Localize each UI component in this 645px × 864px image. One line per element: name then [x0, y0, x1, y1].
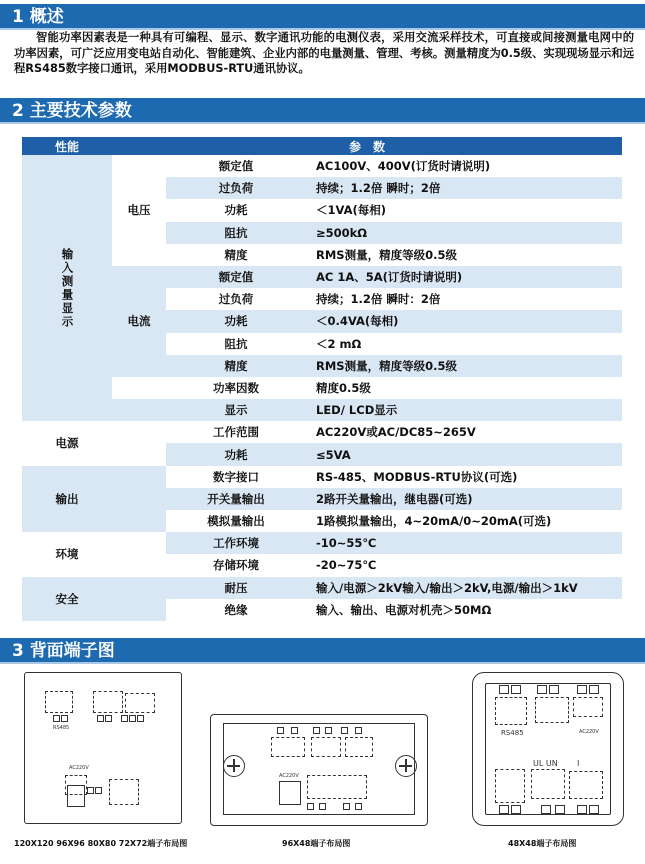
- power-label: AC220V: [279, 773, 299, 779]
- row-value: RMS测量，精度等级0.5级: [306, 355, 622, 377]
- power-terminal-block: [279, 781, 301, 805]
- row-value: ＜1VA(每相): [306, 199, 622, 221]
- current-label: I: [577, 759, 580, 768]
- blank-cell: [112, 466, 166, 533]
- terminal-13: [499, 805, 509, 814]
- terminal-12: [511, 805, 521, 814]
- caption-48x48: 48X48端子布局图: [508, 839, 577, 848]
- terminal-3: [541, 805, 551, 814]
- row-name: 工作环境: [166, 532, 306, 554]
- row-name: 额定值: [166, 155, 306, 177]
- terminal-block: [531, 769, 565, 799]
- row-value: AC220V或AC/DC85~265V: [306, 421, 622, 443]
- power-label: AC220V: [69, 765, 89, 771]
- row-value: AC100V、400V(订货时请说明): [306, 155, 622, 177]
- header-params: 参 数: [112, 137, 622, 155]
- row-name: 过负荷: [166, 288, 306, 310]
- group-environment: 环境: [22, 532, 112, 576]
- terminal: [97, 715, 104, 722]
- row-value: 持续；1.2倍 瞬时：2倍: [306, 288, 622, 310]
- mounting-screw-right: [395, 755, 417, 777]
- terminal: [105, 715, 112, 722]
- row-value: 1路模拟量输出，4~20mA/0~20mA(可选): [306, 510, 622, 532]
- row-value: 2路开关量输出，继电器(可选): [306, 488, 622, 510]
- spec-table: [22, 137, 622, 621]
- caption-96x48: 96X48端子布局图: [282, 839, 351, 848]
- terminal: [343, 803, 350, 810]
- terminal: [341, 727, 348, 734]
- row-name: 过负荷: [166, 177, 306, 199]
- row-value: RMS测量，精度等级0.5级: [306, 244, 622, 266]
- group-input-measure-display: 输入测量显示: [22, 155, 112, 421]
- row-value: LED/ LCD显示: [306, 399, 622, 421]
- blank-cell: [112, 532, 166, 576]
- group-power: 电源: [22, 421, 112, 465]
- terminal-1: [577, 685, 587, 694]
- row-name: 耐压: [166, 577, 306, 599]
- row-name: 开关量输出: [166, 488, 306, 510]
- terminal-block: [495, 697, 527, 725]
- terminal-block: [569, 771, 603, 799]
- row-value: 输入、输出、电源对机壳＞50MΩ: [306, 599, 622, 621]
- terminal-block: [125, 693, 155, 713]
- terminal: [277, 727, 284, 734]
- terminal-14: [499, 685, 509, 694]
- header-performance: 性能: [22, 137, 112, 155]
- row-name: 工作范围: [166, 421, 306, 443]
- row-value: ≥500kΩ: [306, 222, 622, 244]
- row-name: 精度: [166, 244, 306, 266]
- terminal-block: [45, 691, 73, 713]
- terminal-4: [555, 805, 565, 814]
- terminal-diagram-square: [24, 672, 182, 824]
- rs485-label: RS485: [53, 725, 70, 731]
- row-value: ＜0.4VA(每相): [306, 310, 622, 332]
- terminal: [53, 715, 60, 722]
- terminal: [291, 727, 298, 734]
- blank-cell: [112, 421, 166, 465]
- blank-cell: [112, 577, 166, 621]
- row-value: 持续；1.2倍 瞬时；2倍: [306, 177, 622, 199]
- terminal-diagram-96x48: [210, 714, 428, 826]
- ul-un-label: UL UN: [533, 759, 558, 768]
- terminal: [307, 803, 314, 810]
- terminal-17: [549, 685, 559, 694]
- group-safety: 安全: [22, 577, 112, 621]
- terminal-block: [109, 779, 139, 805]
- terminal: [137, 715, 144, 722]
- terminal: [87, 787, 94, 794]
- terminal: [319, 803, 326, 810]
- section-2-title: 2 主要技术参数: [0, 98, 645, 124]
- terminal-16: [537, 685, 547, 694]
- terminal-block: [93, 691, 123, 713]
- row-value: ≤5VA: [306, 443, 622, 465]
- blank-cell: [112, 377, 166, 399]
- row-name: 阻抗: [166, 333, 306, 355]
- terminal-block: [307, 775, 367, 799]
- row-name: 精度: [166, 355, 306, 377]
- terminal-block: [271, 737, 305, 757]
- row-name: 显示: [166, 399, 306, 421]
- row-name: 模拟量输出: [166, 510, 306, 532]
- power-terminal-block: [67, 785, 85, 807]
- terminal: [355, 727, 362, 734]
- power-label: AC220V: [579, 729, 599, 735]
- row-name: 阻抗: [166, 222, 306, 244]
- terminal-block: [345, 737, 373, 757]
- row-name: 功耗: [166, 443, 306, 465]
- row-value: -10~55℃: [306, 532, 622, 554]
- row-value: 输入/电源＞2kV输入/输出＞2kV,电源/输出＞1kV: [306, 577, 622, 599]
- section-1-title: 1 概述: [0, 4, 645, 30]
- terminal: [95, 787, 102, 794]
- terminal-2: [589, 685, 599, 694]
- group-current: 电流: [112, 266, 166, 377]
- row-name: 数字接口: [166, 466, 306, 488]
- group-voltage: 电压: [112, 155, 166, 266]
- terminal: [313, 727, 320, 734]
- row-name: 绝缘: [166, 599, 306, 621]
- terminal: [129, 715, 136, 722]
- terminal-5: [577, 805, 587, 814]
- terminal-block: [535, 697, 569, 723]
- caption-square: 120X120 96X96 80X80 72X72端子布局图: [14, 839, 188, 848]
- group-output: 输出: [22, 466, 112, 533]
- row-value: -20~75℃: [306, 554, 622, 576]
- terminal: [325, 727, 332, 734]
- blank-cell: [112, 399, 166, 421]
- terminal-block: [573, 697, 603, 717]
- row-name: 功耗: [166, 199, 306, 221]
- intro-paragraph: 智能功率因素表是一种具有可编程、显示、数字通讯功能的电测仪表，采用交流采样技术，可直接或间接测量电网中的功率因素，可广泛应用变电站自动化、智能建筑、企业内部的电量测量、管理、考核。测量精度为0.5级、实现现场显示和远程RS485数字接口通讯，采用MODBUS-RTU通讯协议。: [14, 31, 634, 75]
- terminal-block: [311, 737, 341, 757]
- terminal: [61, 715, 68, 722]
- terminal: [121, 715, 128, 722]
- row-value: AC 1A、5A(订货时请说明): [306, 266, 622, 288]
- terminal: [355, 803, 362, 810]
- row-name: 功耗: [166, 310, 306, 332]
- section-3-title: 3 背面端子图: [0, 638, 645, 664]
- terminal-6: [589, 805, 599, 814]
- row-name: 存储环境: [166, 554, 306, 576]
- terminal-block: [495, 769, 525, 803]
- row-name: 额定值: [166, 266, 306, 288]
- terminal-diagram-48x48: [472, 672, 624, 826]
- row-value: ＜2 mΩ: [306, 333, 622, 355]
- row-value: 精度0.5级: [306, 377, 622, 399]
- row-value: RS-485、MODBUS-RTU协议(可选): [306, 466, 622, 488]
- rs485-label: RS485: [501, 729, 524, 737]
- mounting-screw-left: [223, 755, 245, 777]
- terminal-15: [511, 685, 521, 694]
- row-name: 功率因数: [166, 377, 306, 399]
